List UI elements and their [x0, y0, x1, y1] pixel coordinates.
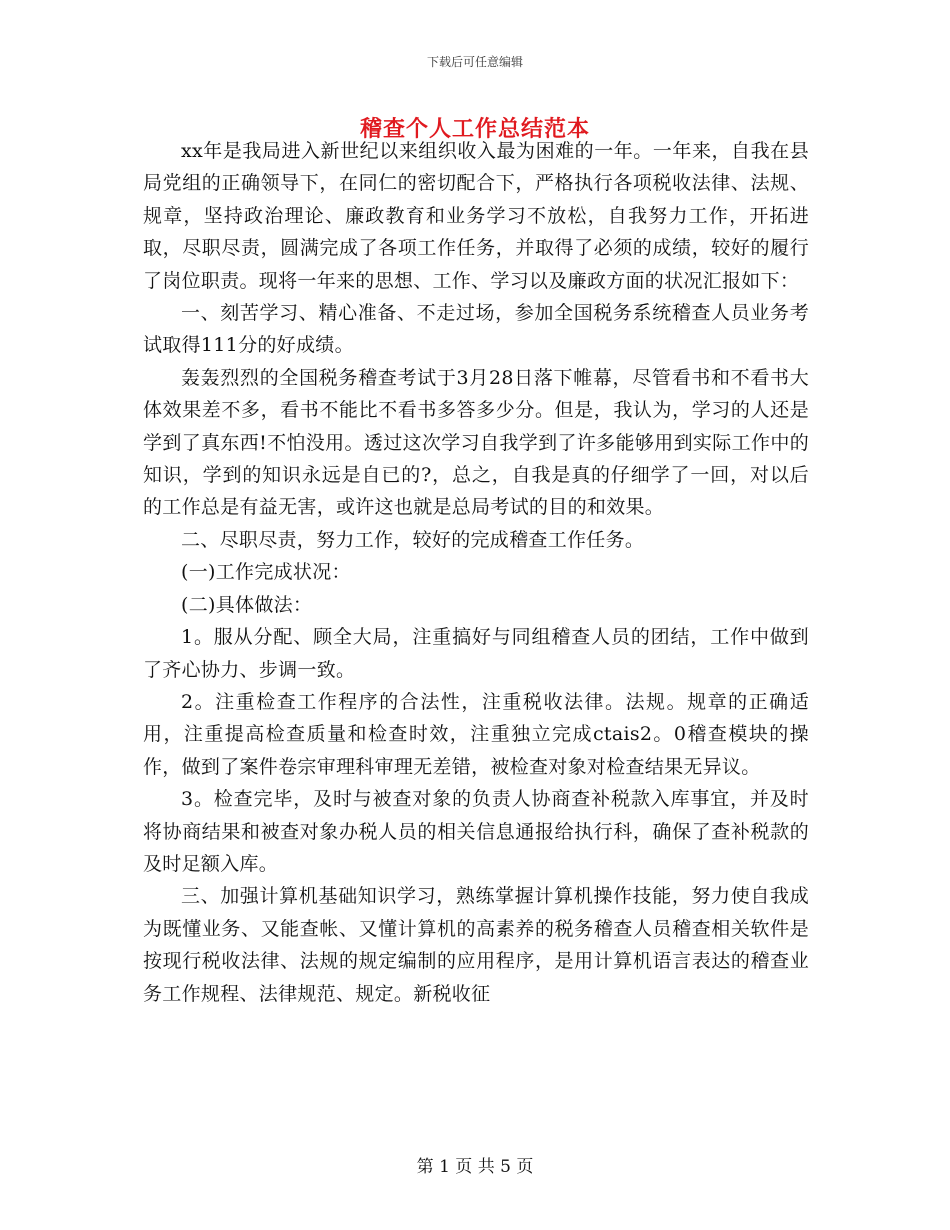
paragraph: 2。注重检查工作程序的合法性，注重税收法律。法规。规章的正确适用，注重提高检查质量和检查时效，注重独立完成ctais2。0稽查模块的操作，做到了案件卷宗审理科审理无差错，被检查对象对检查结果无异议。	[143, 690, 809, 778]
paragraph: 轰轰烈烈的全国税务稽查考试于3月28日落下帷幕，尽管看书和不看书大体效果差不多，看书不能比不看书多答多少分。但是，我认为，学习的人还是学到了真东西!不怕没用。透过这次学习自我学到了许多能够用到实际工作中的知识，学到的知识永远是自已的?，总之，自我是真的仔细学了一回，对以后的工作总是有益无害，或许这也就是总局考试的目的和效果。	[143, 366, 809, 519]
document-body	[143, 135, 809, 1010]
document-title: 稽查个人工作总结范本	[359, 116, 590, 142]
paragraph: 3。检查完毕，及时与被查对象的负责人协商查补税款入库事宜，并及时将协商结果和被查对象办税人员的相关信息通报给执行科，确保了查补税款的及时足额入库。	[143, 788, 809, 875]
paragraph: 一、刻苦学习、精心准备、不走过场，参加全国税务系统稽查人员业务考试取得111分的好成绩。	[143, 302, 809, 357]
paragraph: 三、加强计算机基础知识学习，熟练掌握计算机操作技能，努力使自我成为既懂业务、又能查帐、又懂计算机的高素养的税务稽查人员稽查相关软件是按现行税收法律、法规的规定编制的应用程序，是用计算机语言表达的稽查业务工作规程、法律规范、规定。新税收征	[143, 885, 809, 1005]
paragraph: 二、尽职尽责，努力工作，较好的完成稽查工作任务。	[181, 528, 645, 551]
paragraph: xx年是我局进入新世纪以来组织收入最为困难的一年。一年来，自我在县局党组的正确领导下，在同仁的密切配合下，严格执行各项税收法律、法规、规章，坚持政治理论、廉政教育和业务学习不放松，自我努力工作，开拓进取，尽职尽责，圆满完成了各项工作任务，并取得了必须的成绩，较好的履行了岗位职责。现将一年来的思想、工作、学习以及廉政方面的状况汇报如下：	[143, 140, 809, 292]
paragraph: (一)工作完成状况：	[181, 561, 351, 584]
paragraph: (二)具体做法：	[181, 593, 313, 616]
paragraph: 1。服从分配、顾全大局，注重搞好与同组稽查人员的团结，工作中做到了齐心协力、步调一致。	[143, 626, 809, 681]
header-note: 下载后可任意编辑	[426, 55, 523, 69]
page-footer: 第 1 页 共 5 页	[416, 1157, 534, 1177]
